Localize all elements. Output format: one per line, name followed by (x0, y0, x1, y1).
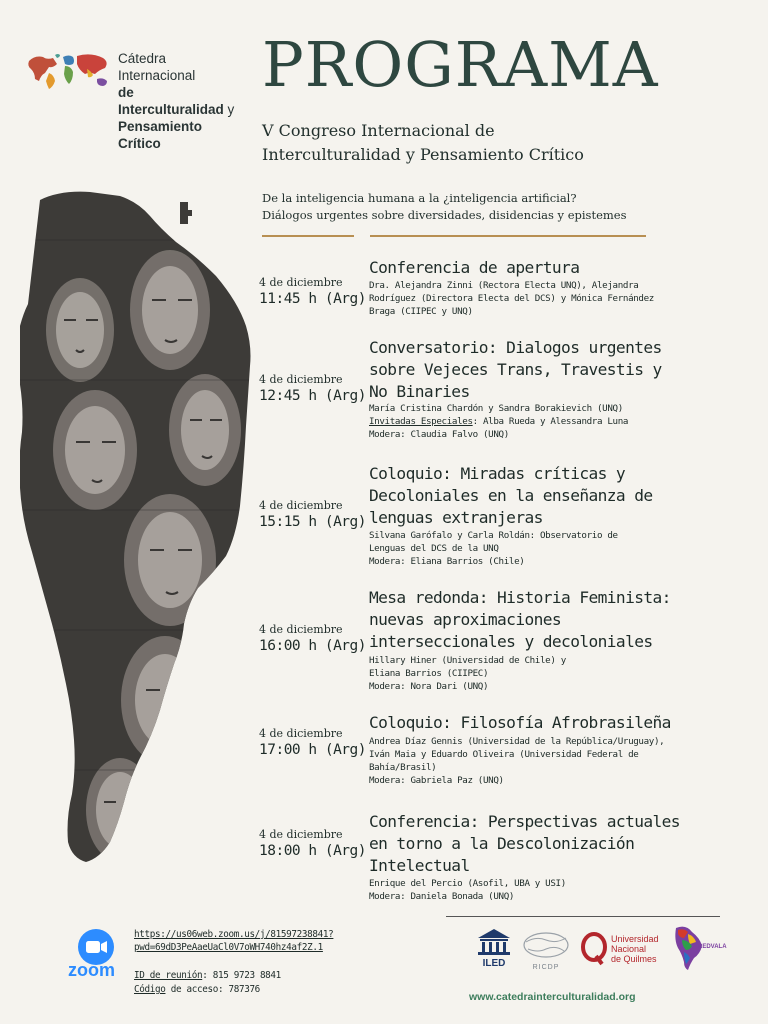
congress-line: Interculturalidad y Pensamiento Crítico (262, 145, 584, 164)
event-title (369, 337, 662, 403)
event-date: 4 de diciembre (259, 276, 343, 289)
event-body-line: Eliana Barrios (CIIPEC) (369, 668, 489, 679)
event-body (369, 402, 628, 441)
divider (370, 235, 646, 237)
congress-subtitle (262, 190, 627, 224)
unq-label-line: Nacional (611, 944, 647, 954)
event-body-line: Silvana Garófalo y Carla Roldán: Observatorio de (369, 530, 618, 541)
ricdp-logo (520, 930, 572, 970)
passcode-value: de acceso: 787376 (165, 984, 260, 995)
footer-divider (446, 916, 720, 917)
catedra-logo (25, 46, 240, 151)
iled-logo (474, 926, 514, 968)
event-title (369, 712, 671, 734)
event-title-line: Decoloniales en la enseñanza de (369, 486, 653, 505)
event-date: 4 de diciembre (259, 499, 343, 512)
south-america-faces-illustration (20, 180, 255, 910)
unq-label (611, 934, 659, 964)
event-body-line: Modera: Gabriela Paz (UNQ) (369, 775, 504, 786)
congress-name (262, 119, 584, 167)
event-time: 18:00 h (Arg) (259, 843, 366, 859)
event-body-line (369, 415, 628, 428)
world-map-icon (25, 51, 113, 91)
event-title-line: en torno a la Descolonización (369, 834, 635, 853)
meeting-id (134, 969, 281, 983)
event-body (369, 877, 566, 903)
event-time: 11:45 h (Arg) (259, 291, 366, 307)
unq-logo (580, 932, 666, 968)
event-title (369, 257, 579, 279)
catedra-logo-text (118, 50, 240, 152)
zoom-wordmark: zoom (68, 960, 115, 980)
subtitle-line: De la inteligencia humana a la ¿inteligencia artificial? (262, 191, 577, 205)
logo-line: Pensamiento Crítico (118, 119, 203, 151)
event-body-line: Modera: Daniela Bonada (UNQ) (369, 891, 515, 902)
event-body-line: Modera: Nora Dari (UNQ) (369, 681, 489, 692)
passcode-label: Código (134, 984, 166, 995)
divider (262, 235, 354, 237)
event-title-line: Intelectual (369, 856, 470, 875)
logo-line: y (227, 102, 235, 117)
website-link[interactable]: www.catedrainterculturalidad.org (469, 991, 636, 1003)
event-title-line: interseccionales y decoloniales (369, 632, 653, 651)
event-body-line: Hillary Hiner (Universidad de Chile) y (369, 655, 566, 666)
event-body-line: María Cristina Chardón y Sandra Borakievich (UNQ) (369, 403, 623, 414)
meeting-id-value: : 815 9723 8841 (202, 970, 281, 981)
congress-line: V Congreso Internacional de (262, 121, 495, 140)
iled-label: ILED (482, 958, 506, 969)
special-guests-label: Invitadas Especiales (369, 416, 473, 427)
event-title-line: nuevas aproximaciones (369, 610, 562, 629)
event-title-line: Conferencia: Perspectivas actuales (369, 812, 680, 831)
event-title-line: Coloquio: Filosofía Afrobrasileña (369, 713, 671, 732)
event-time: 17:00 h (Arg) (259, 742, 366, 758)
meeting-id-label: ID de reunión (134, 970, 203, 981)
logo-line: de Interculturalidad (118, 85, 224, 117)
unq-label-line: Universidad (611, 934, 659, 944)
event-title-line: sobre Vejeces Trans, Travestis y (369, 360, 662, 379)
zoom-link-line[interactable]: pwd=69dD3PeAaeUaCl0V7oWH740hz4af2Z.1 (134, 942, 323, 953)
redvala-logo (670, 924, 727, 976)
logo-line: Cátedra Internacional (118, 51, 196, 83)
event-body (369, 654, 566, 693)
event-body-line: Modera: Claudia Falvo (UNQ) (369, 429, 509, 440)
unq-label-line: de Quilmes (611, 954, 657, 964)
event-body-line: Enrique del Percio (Asofil, UBA y USI) (369, 878, 566, 889)
event-date: 4 de diciembre (259, 623, 343, 636)
event-title (369, 587, 671, 653)
zoom-meeting-credentials (134, 969, 281, 997)
event-title (369, 463, 653, 529)
event-body-line: Iván Maia y Eduardo Oliveira (Universidad Federal de (369, 749, 639, 760)
event-title-line: lenguas extranjeras (369, 508, 543, 527)
subtitle-line: Diálogos urgentes sobre diversidades, disidencias y epistemes (262, 208, 627, 222)
redvala-label: REDVALA (698, 944, 727, 950)
event-body-line: Rodríguez (Directora Electa del DCS) y Mónica Fernández (369, 293, 654, 304)
ricdp-globe-icon (520, 930, 572, 960)
event-time: 15:15 h (Arg) (259, 514, 366, 530)
event-body (369, 279, 654, 318)
event-title-line: Conferencia de apertura (369, 258, 580, 277)
iled-building-icon (474, 926, 514, 956)
event-title-line: No Binaries (369, 382, 470, 401)
passcode (134, 983, 281, 997)
event-body-line: Bahía/Brasil) (369, 762, 437, 773)
event-body-line: Andrea Díaz Gennis (Universidad de la República/Uruguay), (369, 736, 665, 747)
ricdp-label: RICDP (532, 964, 560, 971)
special-guests-text: : Alba Rueda y Alessandra Luna (472, 416, 629, 427)
event-body-line: Modera: Eliana Barrios (Chile) (369, 556, 525, 567)
event-title-line: Coloquio: Miradas críticas y (369, 464, 626, 483)
unq-q-icon (580, 932, 608, 966)
event-body (369, 735, 664, 787)
zoom-meeting-link[interactable] (134, 928, 333, 954)
event-time: 16:00 h (Arg) (259, 638, 366, 654)
event-body-line: Dra. Alejandra Zinni (Rectora Electa UNQ), Alejandra (369, 280, 639, 291)
event-title-line: Conversatorio: Dialogos urgentes (369, 338, 662, 357)
event-body-line: Braga (CIIPEC y UNQ) (369, 306, 473, 317)
zoom-link-line[interactable]: https://us06web.zoom.us/j/81597238841? (134, 929, 334, 940)
event-time: 12:45 h (Arg) (259, 388, 366, 404)
event-date: 4 de diciembre (259, 828, 343, 841)
event-body (369, 529, 618, 568)
event-date: 4 de diciembre (259, 373, 343, 386)
event-title (369, 811, 680, 877)
event-body-line: Lenguas del DCS de la UNQ (369, 543, 499, 554)
page-title: PROGRAMA (262, 28, 659, 101)
event-title-line: Mesa redonda: Historia Feminista: (369, 588, 671, 607)
event-date: 4 de diciembre (259, 727, 343, 740)
